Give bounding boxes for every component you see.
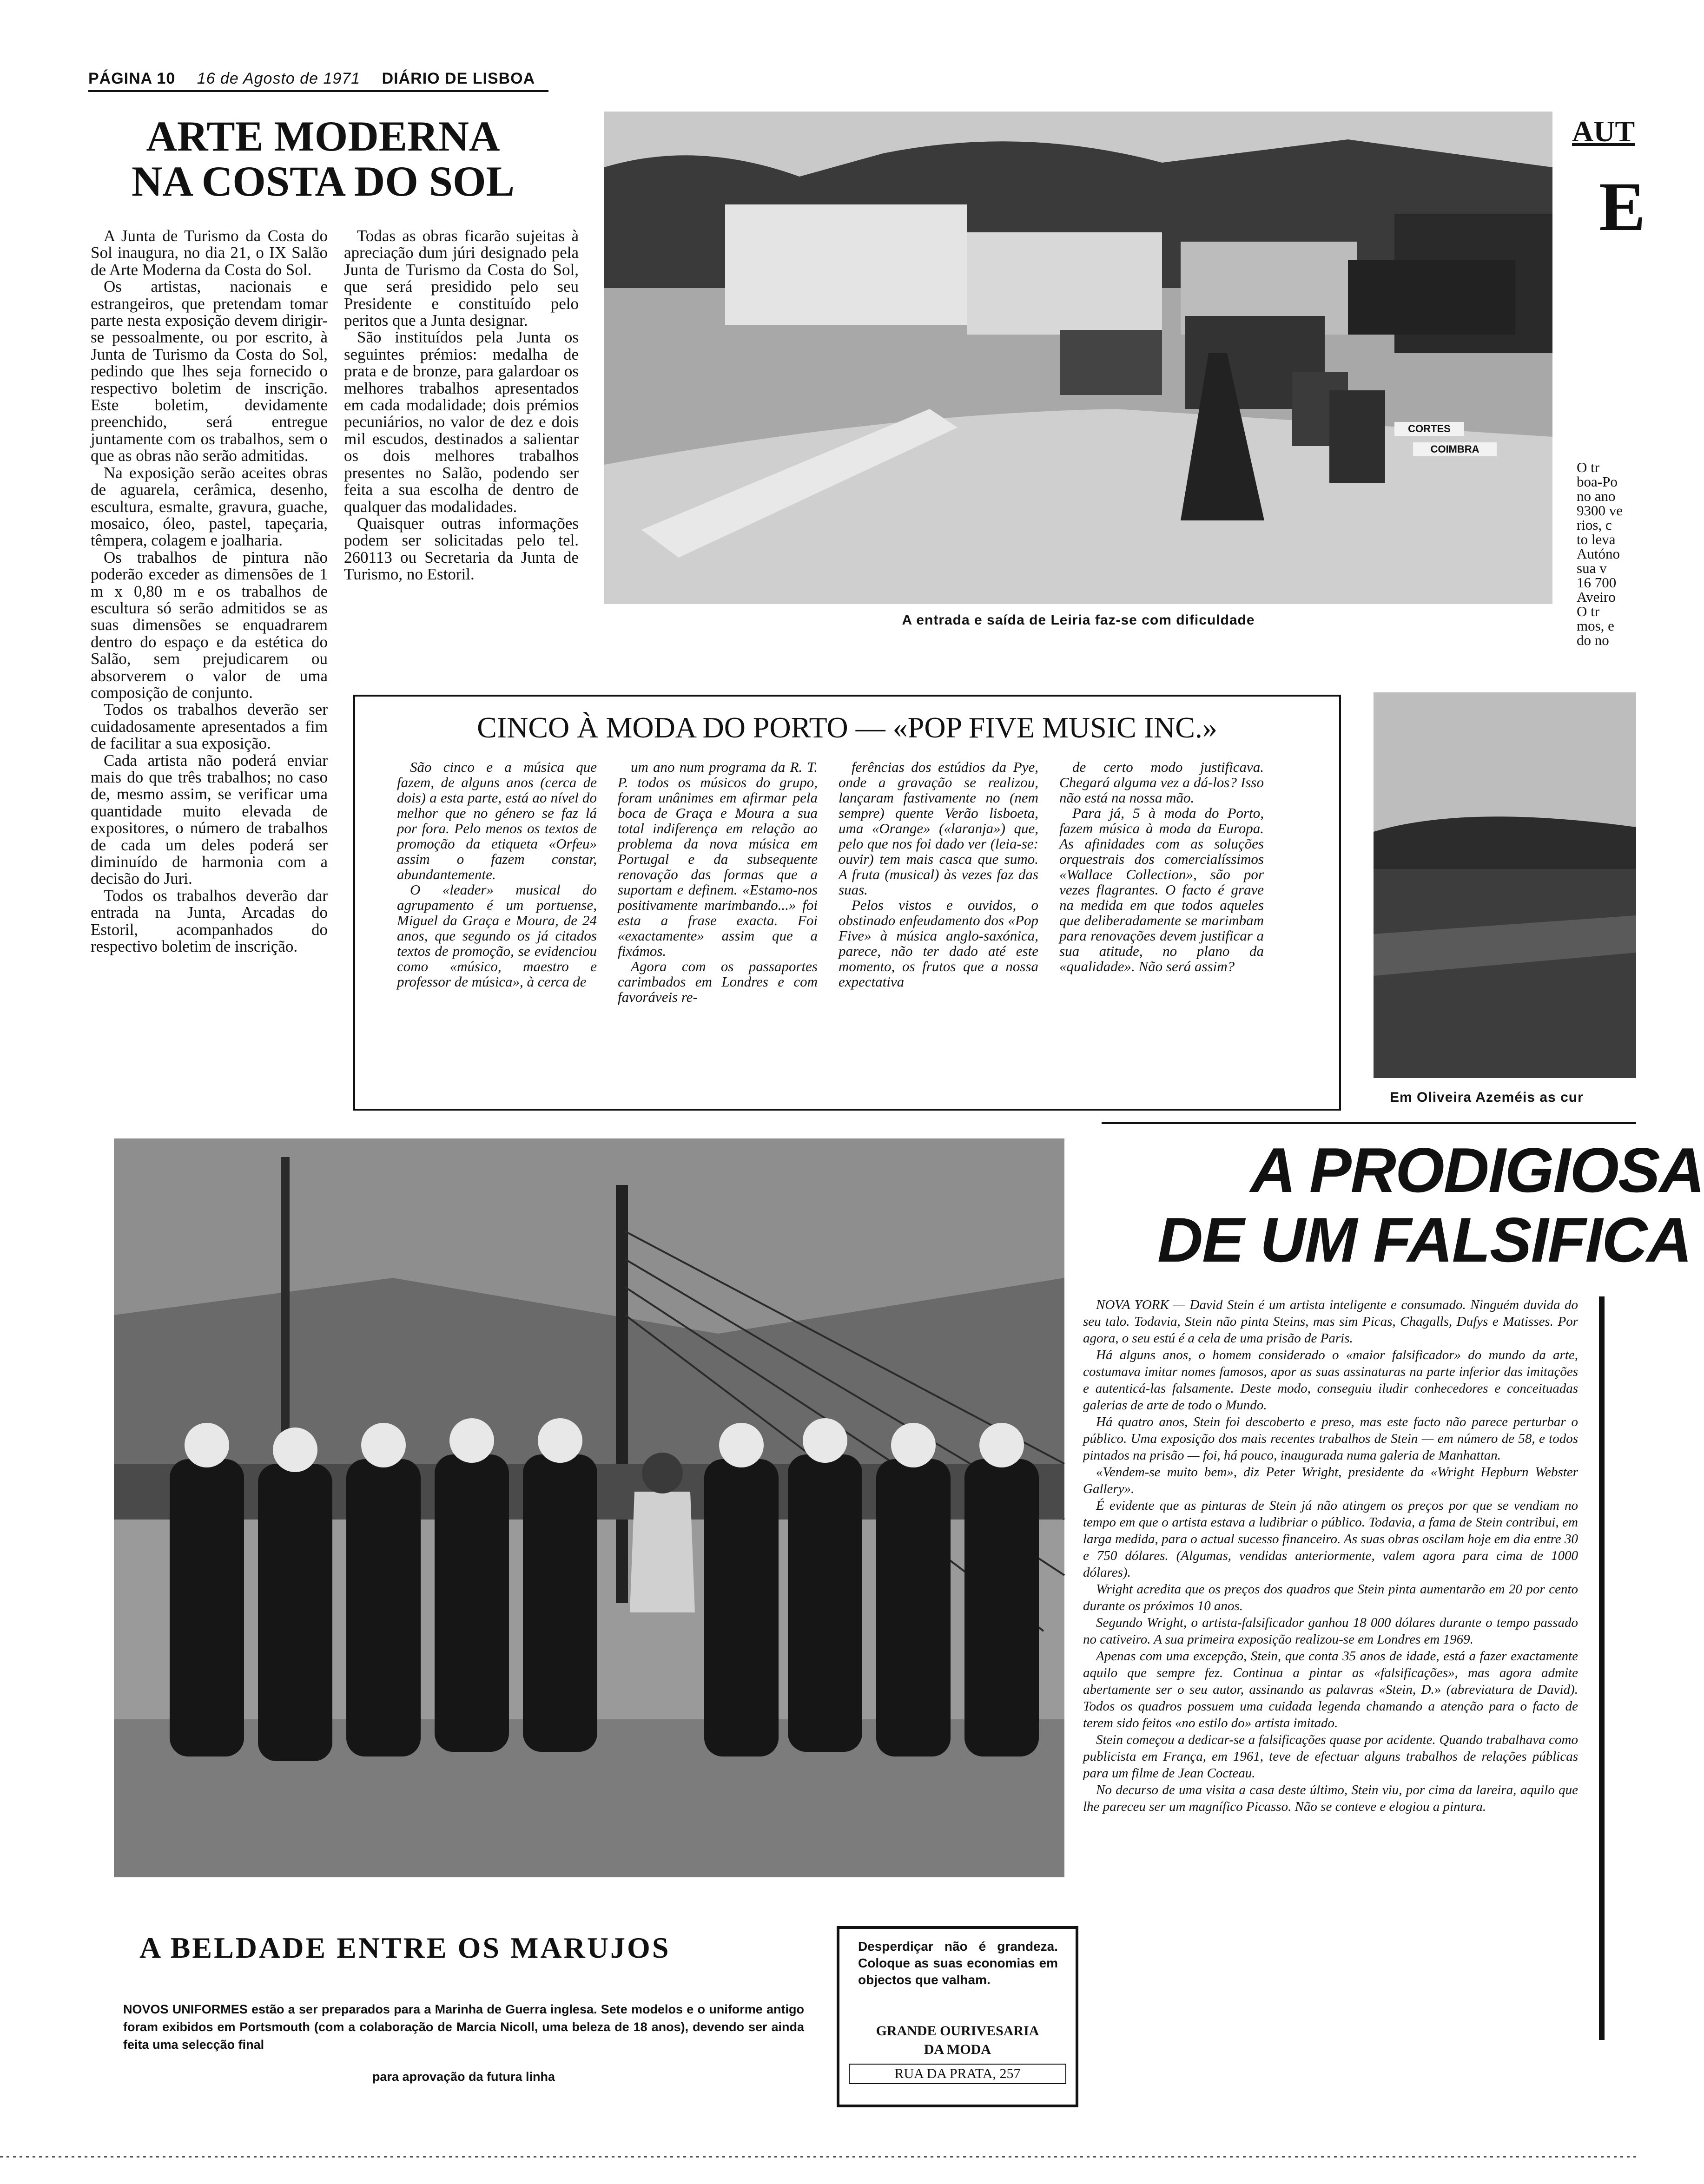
oliveira-photo-drawing <box>1374 692 1636 1078</box>
arte-paragraph: A Junta de Turismo da Costa do Sol inaugura, no dia 21, o IX Salão de Arte Moderna da Costa do Sol. <box>91 227 328 279</box>
page-number: PÁGINA 10 <box>88 70 176 87</box>
prodigiosa-body <box>1083 1296 1578 1815</box>
prodigiosa-paragraph: Apenas com uma excepção, Stein, que conta 35 anos de idade, está a fazer exactamente aquilo que sempre fez. Continua a pintar as «falsificações», mas agora admite abertamente ser o seu autor, assinando as palavras «Stein, D.» (abreviatura de David). Todos os quadros possuem uma cuidada legenda chamando a atenção para o facto de terem sido feitos «no estilo do» artista imitado. <box>1083 1649 1578 1730</box>
prodigiosa-paragraph: Há quatro anos, Stein foi descoberto e preso, mas este facto não parece perturbar o público. Uma exposição dos mais recentes trabalhos de Stein — em número de 58, e todos pintados na prisão — foi, há pouco, inaugurada numa galeria de Manhattan. <box>1083 1414 1578 1463</box>
arte-column-2 <box>344 228 579 583</box>
prodigiosa-paragraph: «Vendem-se muito bem», diz Peter Wright, presidente da «Wright Hepburn Webster Gallery». <box>1083 1465 1578 1496</box>
ad-address: RUA DA PRATA, 257 <box>849 2064 1066 2084</box>
porto-column-3: ferências dos estúdios da Pye, onde a gravação se realizou, lançaram fastivamente no (nem sempre) quente Verão lisboeta, uma «Orange» («laranja») que, pelo que nos foi dado ver (leia-se: ouvir) tem mais casca que sumo. A fruta (musical) às vezes faz das suas. Pelos vistos e ouvidos, o obstinado enfeudamento dos «Pop Five» à música anglo-saxónica, parece, não ter dado até este momento, os frutos que a nossa expectativa <box>839 759 1038 990</box>
porto-column-2: um ano num programa da R. T. P. todos os músicos do grupo, foram unânimes em afirmar pela boca de Graça e Moura a sua total indiferença em relação ao problema da nova música em Portugal e da subsequente renovação das formas que a suportam e definem. «Estamo-nos positivamente marimbando...» foi esta a frase exacta. Foi «exactamente» assim que a fixámos. Agora com os passaportes carimbados em Londres e com favoráveis re- <box>618 759 818 1005</box>
right-edge-big-letter: E <box>1599 168 1646 245</box>
arte-headline-line-1: ARTE MODERNA <box>146 112 500 160</box>
ad-company-name: GRANDE OURIVESARIA DA MODA <box>876 2023 1039 2057</box>
leiria-photo-drawing <box>604 112 1552 604</box>
marujos-photo-drawing <box>114 1138 1064 1877</box>
leiria-caption: A entrada e saída de Leiria faz-se com dificuldade <box>902 612 1255 628</box>
prodigiosa-paragraph: Há alguns anos, o homem considerado o «maior falsificador» do mundo da arte, costumava imitar nomes famosos, apor as suas assinaturas na parte inferior das imitações e autenticá-las falsamente. Deste modo, conseguiu iludir conhecedores e conceituadas galerias de arte de todo o Mundo. <box>1083 1348 1578 1413</box>
arte-paragraph: Na exposição serão aceites obras de aguarela, cerâmica, desenho, escultura, esmalte, gravura, guache, mosaico, óleo, pastel, tapeçaria, têmpera, colagem e joalharia. <box>91 463 328 550</box>
arte-paragraph: Todas as obras ficarão sujeitas à apreciação dum júri designado pela Junta de Turismo da Costa do Sol, que será presidido pelo seu Presidente e constituído pelo peritos que a Junta designar. <box>344 227 579 330</box>
prodigiosa-headline-line-1: A PRODIGIOSA <box>1250 1135 1704 1205</box>
prodigiosa-top-rule <box>1102 1122 1636 1124</box>
prodigiosa-paragraph: Wright acredita que os preços dos quadros que Stein pinta aumentarão em 20 por cento durante os próximos 10 anos. <box>1083 1582 1578 1613</box>
ourivesaria-ad <box>837 1926 1078 2107</box>
road-sign-cortes: CORTES <box>1394 422 1464 436</box>
porto-column-1: São cinco e a música que fazem, de alguns anos (cerca de dois) a esta parte, está ao nível do melhor que no género se faz lá por fora. Pelo menos os textos de promoção da etiqueta «Orfeu» assim o fazem constar, abundantemente. O «leader» musical do agrupamento é um portuense, Miguel da Graça e Moura, de 24 anos, que segundo os já citados textos de promoção, se evidenciou como «músico, maestro e professor de música», à cerca de <box>397 759 597 990</box>
arte-paragraph: Quaisquer outras informações podem ser solicitadas pelo tel. 260113 ou Secretaria da Junta de Turismo, no Estoril. <box>344 514 579 584</box>
porto-column-4: de certo modo justificava. Chegará alguma vez a dá-los? Isso não está na nossa mão. Para já, 5 à moda do Porto, fazem música à moda da Europa. As afinidades com as soluções orquestrais dos comercialíssimos «Wallace Collection», são por vezes flagrantes. O facto é grave na medida em que todos aqueles que deliberadamente se marimbam para renovações devem justificar a sua atitude, no plano da «qualidade». Não será assim? <box>1059 759 1264 974</box>
masthead <box>88 70 548 92</box>
arte-headline-line-2: NA COSTA DO SOL <box>132 157 515 205</box>
prodigiosa-paragraph: Stein começou a dedicar-se a falsificações quase por acidente. Quando trabalhava como publicista em França, em 1961, teve de efectuar alguns trabalhos de relações públicas para um filme de Jean Cocteau. <box>1083 1732 1578 1781</box>
prodigiosa-paragraph: No decurso de uma visita a casa deste último, Stein viu, por cima da lareira, aquilo que lhe pareceu ser um magnífico Picasso. Não se conteve e elogiou a pintura. <box>1083 1783 1578 1814</box>
newspaper-name: DIÁRIO DE LISBOA <box>382 70 535 87</box>
right-edge-heading: AUT <box>1572 115 1635 148</box>
leiria-photo <box>604 112 1552 604</box>
right-edge-column: O tr boa-Po no ano 9300 ve rios, c to leva Autóno sua v 16 700 Aveiro O tr mos, e do no <box>1577 459 1623 648</box>
prodigiosa-paragraph: NOVA YORK — David Stein é um artista inteligente e consumado. Ninguém duvida do seu talo. Todavia, Stein não pinta Steins, mas sim Picas, Chagalls, Dufys e Matisses. Por agora, o seu estú é a cela de uma prisão de Paris. <box>1083 1297 1578 1346</box>
marujos-photo <box>114 1138 1064 1877</box>
prodigiosa-headline-line-2: DE UM FALSIFICA <box>1157 1204 1691 1275</box>
marujos-headline: A BELDADE ENTRE OS MARUJOS <box>139 1931 671 1964</box>
marujos-text: NOVOS UNIFORMES estão a ser preparados para a Marinha de Guerra inglesa. Sete modelos e o uniforme antigo foram exibidos em Portsmouth (com a colaboração de Marcia Nicoll, uma beleza de 18 anos), devendo ser ainda feita uma selecção final <box>123 2002 804 2052</box>
arte-paragraph: Todos os trabalhos deverão ser cuidadosamente apresentados a fim de facilitar a sua exposição. <box>91 700 328 753</box>
arte-paragraph: São instituídos pela Junta os seguintes prémios: medalha de prata e de bronze, para galardoar os melhores trabalhos apresentados em cada modalidade; dois prémios pecuniários, no valor de dez e dois mil escudos, destinados a salientar os dois melhores trabalhos presentes no Salão, podendo ser feita a sua escolha de dentro de qualquer das modalidades. <box>344 328 579 516</box>
page-bottom-edge <box>0 2156 1636 2158</box>
prodigiosa-side-rule <box>1599 1296 1605 2040</box>
road-sign-coimbra: COIMBRA <box>1413 442 1497 456</box>
ad-text: Desperdiçar não é grandeza. Coloque as suas economias em objectos que valham. <box>858 1939 1058 1987</box>
issue-date: 16 de Agosto de 1971 <box>197 70 361 87</box>
porto-headline: CINCO À MODA DO PORTO — «POP FIVE MUSIC INC.» <box>477 711 1217 744</box>
oliveira-photo <box>1374 692 1636 1078</box>
marujos-last-line: para aprovação da futura linha <box>372 2070 555 2084</box>
prodigiosa-paragraph: Segundo Wright, o artista-falsificador ganhou 18 000 dólares durante o tempo passado no cativeiro. A sua primeira exposição realizou-se em Londres em 1969. <box>1083 1615 1578 1647</box>
arte-paragraph: Os artistas, nacionais e estrangeiros, que pretendam tomar parte nesta exposição devem dirigir-se pessoalmente, ou por escrito, à Junta de Turismo da Costa do Sol, pedindo que lhes seja fornecido o respectivo boletim de inscrição. Este boletim, devidamente preenchido, será entregue juntamente com os trabalhos, sem o que as obras não serão admitidas. <box>91 277 328 465</box>
porto-article-box <box>353 695 1341 1111</box>
oliveira-caption: Em Oliveira Azeméis as cur <box>1390 1090 1584 1105</box>
arte-paragraph: Todos os trabalhos deverão dar entrada na Junta, Arcadas do Estoril, acompanhados do respectivo boletim de inscrição. <box>91 886 328 956</box>
arte-headline <box>112 114 535 204</box>
arte-paragraph: Cada artista não poderá enviar mais do que três trabalhos; no caso de, mesmo assim, se verificar uma quantidade muito elevada de expositores, o número de trabalhos de cada um deles poderá ser diminuído de harmonia com a decisão do Juri. <box>91 751 328 888</box>
arte-column-1 <box>91 228 328 955</box>
arte-paragraph: Os trabalhos de pintura não poderão exceder as dimensões de 1 m x 0,80 m e os trabalhos de escultura só serão admitidos se as suas dimensões se enquadrarem dentro do espaço e da estética do Salão, sem prejudicarem ou absorverem o valor de uma composição de conjunto. <box>91 548 328 702</box>
prodigiosa-paragraph: É evidente que as pinturas de Stein já não atingem os preços por que se vendiam no tempo em que o artista estava a ludibriar o público. Todavia, a fama de Stein contribui, em larga medida, para o actual sucesso financeiro. As suas obras oscilam hoje em dia entre 30 e 750 dólares. (Algumas, vendidas anteriormente, valem agora para cima de 1000 dólares). <box>1083 1498 1578 1580</box>
